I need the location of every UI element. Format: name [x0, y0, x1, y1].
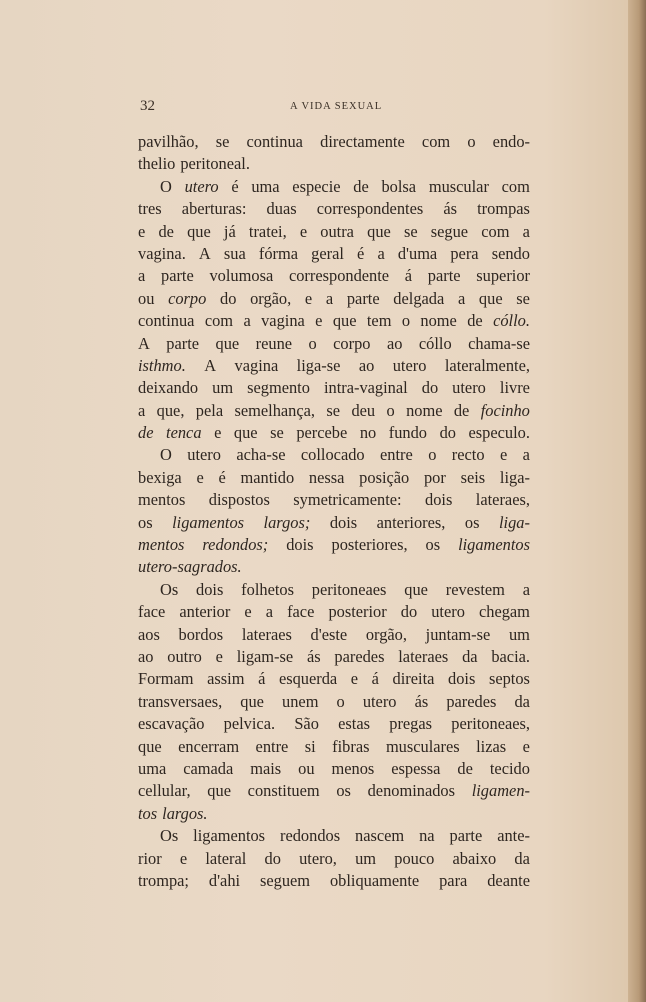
word: á	[404, 266, 413, 286]
text-line	[138, 646, 530, 668]
word: e	[179, 848, 188, 868]
text-line	[138, 736, 530, 758]
text-line	[138, 489, 530, 511]
word: liga-se	[296, 355, 341, 375]
word: bolsa	[381, 176, 417, 196]
word: a	[457, 288, 466, 308]
word: que	[233, 423, 258, 443]
word: anteriores,	[376, 512, 446, 532]
word: especie	[292, 176, 341, 196]
word: parte	[346, 288, 380, 308]
word: o	[467, 132, 476, 151]
word: lateraes	[241, 624, 292, 644]
word: focinho	[480, 400, 530, 420]
word: um	[355, 848, 377, 868]
text-line	[138, 422, 530, 444]
word: do	[400, 602, 418, 622]
word: tecido	[489, 758, 530, 778]
word: orgão,	[250, 288, 292, 308]
word: reune	[255, 333, 293, 353]
word: pera	[450, 243, 479, 263]
word: parte	[161, 266, 194, 286]
text-line	[138, 713, 530, 735]
word: de	[467, 311, 483, 331]
word: dois	[329, 512, 358, 532]
word: paredes	[334, 646, 385, 666]
word: septos	[488, 669, 530, 689]
word: dois	[425, 490, 453, 510]
word: O	[160, 445, 172, 465]
text-line	[138, 333, 530, 355]
word: ás	[306, 646, 321, 666]
word: pela	[195, 400, 224, 420]
word: do	[264, 848, 281, 868]
word: cellular,	[138, 781, 191, 801]
word: continua	[246, 132, 303, 151]
text-line	[138, 131, 530, 153]
word: parte	[166, 333, 200, 353]
word: fundo	[388, 423, 428, 443]
word: os	[138, 512, 153, 532]
text-line	[138, 780, 530, 802]
word: musculares	[385, 736, 460, 756]
word: de	[353, 176, 369, 196]
word: acha-se	[236, 445, 286, 465]
text-line	[138, 400, 530, 422]
word: parte	[449, 826, 483, 846]
word: se	[215, 132, 230, 151]
word: nome	[420, 311, 457, 331]
word: lateraes	[398, 646, 449, 666]
word: uma	[138, 758, 167, 778]
word: sua	[223, 243, 246, 263]
word: abaixo	[452, 848, 497, 868]
word: já	[223, 221, 236, 241]
word: symetricamente:	[293, 490, 402, 510]
word: de	[457, 758, 473, 778]
word: tratei,	[248, 221, 287, 241]
word: A	[198, 243, 211, 263]
text-line	[138, 243, 530, 265]
word: na	[419, 826, 435, 846]
word: esquerda	[278, 669, 338, 689]
word: tenca	[166, 423, 202, 443]
word: e	[214, 423, 222, 443]
word: anterior	[179, 602, 231, 622]
text-line	[138, 556, 530, 578]
word: da	[514, 691, 530, 711]
word: a	[138, 266, 146, 286]
word: outro	[167, 646, 202, 666]
word: e	[522, 736, 530, 756]
word: ou	[298, 758, 315, 778]
word: dispostos	[208, 490, 270, 510]
word: que	[207, 781, 231, 801]
word: tres	[138, 199, 162, 219]
word: encerram	[178, 736, 240, 756]
word: entre	[380, 445, 413, 465]
text-line	[138, 467, 530, 489]
word: continua	[138, 311, 195, 331]
word: entre	[255, 736, 289, 756]
word: que	[138, 736, 162, 756]
word: lateralmente,	[444, 355, 530, 375]
word: e	[350, 669, 359, 689]
word: menos	[331, 758, 375, 778]
word: face	[287, 602, 315, 622]
word: ligamen-	[471, 781, 530, 801]
word: mantido	[240, 467, 295, 487]
word: que	[187, 221, 211, 241]
word: pelvica.	[223, 714, 276, 734]
word: para	[439, 870, 468, 890]
word: ligam-se	[236, 646, 294, 666]
word: cóllo.	[493, 311, 530, 331]
text-line	[138, 288, 530, 310]
word: chegam	[478, 602, 530, 622]
text-line	[138, 377, 530, 399]
word: deixando	[138, 378, 199, 398]
word: redondos;	[202, 535, 269, 555]
word: especulo.	[468, 423, 530, 443]
text-line	[138, 803, 530, 825]
word: Os	[160, 579, 179, 599]
word: lateraes,	[475, 490, 530, 510]
text-line	[138, 624, 530, 646]
word: do	[421, 378, 439, 398]
word: tem	[366, 311, 392, 331]
word: que	[240, 691, 264, 711]
word: que	[478, 288, 503, 308]
word: escavação	[138, 714, 205, 734]
word: d'uma	[397, 243, 438, 263]
word: com	[421, 132, 451, 151]
word: Os	[160, 826, 179, 846]
word: utero	[184, 176, 219, 196]
word: nascem	[355, 826, 405, 846]
word: percebe	[296, 423, 348, 443]
word: a	[522, 579, 530, 599]
word: trompa;	[138, 870, 189, 890]
word: A	[138, 333, 150, 353]
word: fórma	[258, 243, 299, 263]
word: lateral	[205, 848, 247, 868]
word: paredes	[446, 691, 497, 711]
word: A	[204, 355, 217, 375]
text-line	[138, 534, 530, 556]
word: e	[299, 221, 308, 241]
word: nome	[406, 400, 443, 420]
word: directamente	[320, 132, 405, 151]
word: se	[270, 423, 284, 443]
word: utero	[362, 691, 397, 711]
word: si	[304, 736, 316, 756]
word: que	[332, 311, 357, 331]
word: revestem	[445, 579, 505, 599]
word: o	[401, 311, 411, 331]
word: pregas	[389, 714, 433, 734]
text-line	[138, 355, 530, 377]
word: e	[196, 467, 204, 487]
word: no	[359, 423, 377, 443]
text-line	[138, 825, 530, 847]
word: livre	[499, 378, 530, 398]
word: a	[243, 311, 251, 331]
word: um	[212, 378, 234, 398]
word: geral	[311, 243, 344, 263]
word: corpo	[168, 288, 207, 308]
word: bordos	[178, 624, 224, 644]
word: a	[265, 602, 274, 622]
word: denominados	[367, 781, 455, 801]
word: por	[423, 467, 446, 487]
word: espessa	[391, 758, 441, 778]
word: face	[138, 602, 166, 622]
word: os	[425, 535, 441, 555]
word: chama-se	[468, 333, 530, 353]
word: utero	[187, 445, 221, 465]
word: estas	[338, 714, 371, 734]
word: aberturas:	[181, 199, 247, 219]
word: e	[244, 602, 252, 622]
word: orgão,	[365, 624, 407, 644]
word: e	[215, 646, 223, 666]
word: a	[522, 221, 530, 241]
word: a	[138, 400, 146, 420]
word: posição	[359, 467, 410, 487]
word: cóllo	[418, 333, 452, 353]
word: tos	[138, 803, 158, 823]
word: liga-	[498, 512, 530, 532]
word: lizas	[476, 736, 507, 756]
word: e	[304, 288, 313, 308]
word: Formam	[138, 669, 194, 689]
word: delgada	[393, 288, 445, 308]
word: utero	[452, 378, 486, 398]
word: unem	[282, 691, 319, 711]
word: utero	[392, 355, 427, 375]
word: duas	[266, 199, 297, 219]
text-line	[138, 579, 530, 601]
word: ao	[386, 333, 403, 353]
text-line	[138, 153, 530, 175]
word: mentos	[138, 490, 186, 510]
word: largos;	[263, 512, 311, 532]
word: e	[138, 221, 146, 241]
word: dois	[286, 535, 314, 555]
word: o	[336, 691, 345, 711]
word: é	[218, 467, 226, 487]
word: a	[522, 445, 530, 465]
text-line	[138, 176, 530, 198]
word: com	[481, 221, 510, 241]
word: se	[403, 221, 418, 241]
word: São	[294, 714, 319, 734]
text-line	[138, 668, 530, 690]
word: utero,	[299, 848, 337, 868]
word: peritoneaes	[311, 579, 387, 599]
word: pavilhão,	[138, 132, 199, 151]
word: ás	[414, 691, 429, 711]
word: mentos	[138, 535, 185, 555]
word: vagina	[234, 355, 279, 375]
word: posteriores,	[331, 535, 408, 555]
word: ante-	[497, 826, 530, 846]
word: assim	[207, 669, 245, 689]
word: se	[516, 288, 530, 308]
word: vagina	[261, 311, 305, 331]
word: posterior	[328, 602, 387, 622]
word: que	[367, 221, 391, 241]
word: da	[462, 646, 478, 666]
word: utero	[431, 602, 465, 622]
word: de	[453, 400, 470, 420]
word: dois	[196, 579, 224, 599]
word: fibras	[332, 736, 370, 756]
word: nessa	[308, 467, 345, 487]
page-number: 32	[140, 98, 155, 114]
word: d'ahi	[208, 870, 241, 890]
word: recto	[451, 445, 485, 465]
text-line	[138, 512, 530, 534]
word: deu	[351, 400, 376, 420]
word: mais	[250, 758, 282, 778]
word: ou	[138, 288, 155, 308]
word: o	[386, 400, 395, 420]
word: ligamentos	[172, 512, 245, 532]
word: a	[377, 243, 385, 263]
body-text	[138, 131, 530, 892]
text-line	[138, 601, 530, 623]
word: ligamentos	[458, 535, 530, 555]
word: volumosa	[209, 266, 274, 286]
text-line	[138, 691, 530, 713]
word: um	[508, 624, 530, 644]
word: seis	[460, 467, 486, 487]
word: isthmo.	[138, 355, 186, 375]
text-line	[138, 758, 530, 780]
word: pouco	[394, 848, 435, 868]
word: obliquamente	[329, 870, 420, 890]
word: de	[138, 423, 154, 443]
word: trompas	[477, 199, 530, 219]
word: bexiga	[138, 467, 182, 487]
word: e	[315, 311, 323, 331]
word: seguem	[259, 870, 311, 890]
word: correspondentes	[316, 199, 424, 219]
word: d'este	[310, 624, 348, 644]
word: peritoneaes,	[451, 714, 530, 734]
word: segue	[430, 221, 469, 241]
word: os	[336, 781, 351, 801]
word: constituem	[247, 781, 320, 801]
page-edge	[628, 0, 646, 1002]
word: vagina.	[138, 243, 186, 263]
text-line	[138, 265, 530, 287]
word: parte	[427, 266, 461, 286]
word: ao	[358, 355, 375, 375]
word: muscular	[428, 176, 489, 196]
word: os	[464, 512, 480, 532]
word: liga-	[499, 467, 530, 487]
word: é	[231, 176, 239, 196]
word: a	[325, 288, 334, 308]
word: do	[220, 288, 237, 308]
word: ás	[443, 199, 457, 219]
word: sendo	[491, 243, 530, 263]
word: transversaes,	[138, 691, 223, 711]
word: collocado	[300, 445, 365, 465]
word: que	[215, 333, 240, 353]
word: juntam-se	[425, 624, 491, 644]
word: segmento	[247, 378, 310, 398]
word: intra-vaginal	[323, 378, 408, 398]
word: direita	[392, 669, 435, 689]
word: que	[404, 579, 428, 599]
word: rior	[138, 848, 162, 868]
word: uma	[251, 176, 280, 196]
word: deante	[487, 870, 530, 890]
running-title: A VIDA SEXUAL	[290, 101, 383, 112]
text-line	[138, 870, 530, 892]
text-line	[138, 221, 530, 243]
word: ao	[138, 646, 154, 666]
word: é	[357, 243, 365, 263]
word: o	[428, 445, 437, 465]
word: correspondente	[288, 266, 390, 286]
word: utero-sagrados.	[138, 557, 242, 577]
word: endo-	[492, 132, 530, 151]
word: O	[160, 176, 172, 196]
word: que,	[156, 400, 185, 420]
word: e	[499, 445, 508, 465]
word: folhetos	[241, 579, 294, 599]
word: do	[439, 423, 456, 443]
text-line	[138, 310, 530, 332]
word: camada	[183, 758, 234, 778]
word: outra	[320, 221, 354, 241]
text-line	[138, 444, 530, 466]
word: ligamentos	[193, 826, 266, 846]
word: largos.	[162, 803, 208, 823]
word: com	[204, 311, 234, 331]
word: da	[514, 848, 530, 868]
word: corpo	[333, 333, 371, 353]
text-line	[138, 198, 530, 220]
word: bacia.	[491, 646, 530, 666]
word: se	[326, 400, 341, 420]
word: com	[501, 176, 530, 196]
text-line	[138, 848, 530, 870]
word: aos	[138, 624, 160, 644]
word: á	[371, 669, 379, 689]
word: á	[258, 669, 266, 689]
word: peritoneal.	[180, 154, 250, 174]
word: o	[308, 333, 317, 353]
word: thelio	[138, 154, 176, 174]
running-head	[140, 98, 530, 118]
word: dois	[448, 669, 476, 689]
word: de	[158, 221, 174, 241]
word: superior	[476, 266, 530, 286]
word: redondos	[280, 826, 341, 846]
word: semelhança,	[234, 400, 316, 420]
